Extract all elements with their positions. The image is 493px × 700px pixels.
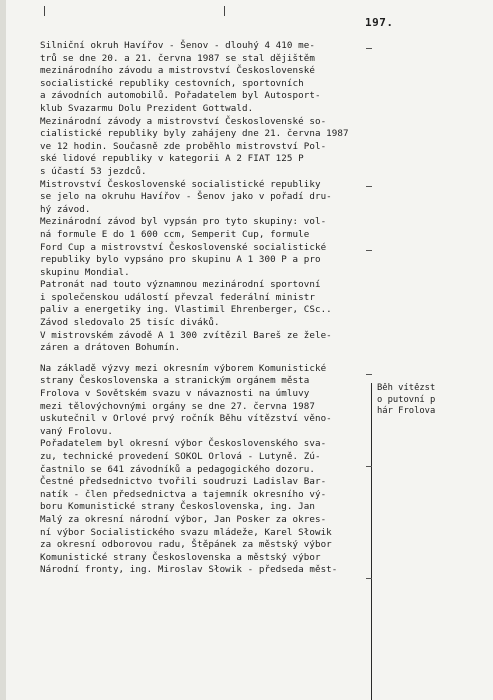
- text-line: natík - člen předsednictva a tajemník okresního vý-: [40, 488, 327, 500]
- margin-tick: [366, 48, 372, 49]
- text-line: Malý za okresní národní výbor, Jan Posker za okres-: [40, 513, 327, 525]
- text-line: socialistické republiky cestovních, sportovních: [40, 77, 304, 89]
- margin-tick: [366, 186, 372, 187]
- text-line: paliv a energetiky ing. Vlastimil Ehrenberger, CSc..: [40, 304, 332, 316]
- text-line: vaný Frolovu.: [40, 425, 113, 437]
- margin-tick: [366, 578, 372, 579]
- text-line: s účastí 53 jezdců.: [40, 165, 147, 177]
- margin-note-line: hár Frolova: [377, 406, 436, 416]
- text-line: strany Československa a stranickým orgánem města: [40, 375, 310, 387]
- text-line: hý závod.: [40, 203, 91, 215]
- text-line: ské lidové republiky v kategorii A 2 FIAT 125 P: [40, 153, 304, 165]
- text-line: Mezinárodní závody a mistrovství Československé so-: [40, 115, 327, 127]
- text-line: uskutečnil v Orlové prvý ročník Běhu vítězství věno-: [40, 413, 332, 425]
- margin-note: [371, 383, 493, 418]
- text-line: klub Svazarmu Dolu Prezident Gottwald.: [40, 102, 254, 114]
- text-line: a závodních automobilů. Pořadatelem byl Autosport-: [40, 90, 321, 102]
- scan-edge: [0, 0, 6, 700]
- text-line: mezi tělovýchovnými orgány se dne 27. června 1987: [40, 400, 315, 412]
- text-line: Komunistické strany Československa a městský výbor: [40, 551, 321, 563]
- text-line: Silniční okruh Havířov - Šenov - dlouhý 4 410 me-: [40, 40, 315, 51]
- text-line: ná formule E do 1 600 ccm, Semperit Cup, formule: [40, 228, 310, 240]
- text-line: se jelo na okruhu Havířov - Šenov jako v pořadí dru-: [40, 191, 332, 203]
- text-line: skupinu Mondial.: [40, 266, 130, 278]
- margin-tick: [366, 250, 372, 251]
- text-line: mezinárodního závodu a mistrovství Československé: [40, 65, 315, 77]
- margin-rule: [371, 383, 372, 700]
- text-line: ní výbor Socialistického svazu mládeže, Karel Słowik: [40, 526, 332, 538]
- body-text: [40, 40, 375, 577]
- text-line: Mistrovství Československé socialistické republiky: [40, 178, 321, 190]
- text-line: Frolova v Sovětském svazu v návaznosti na úmluvy: [40, 388, 310, 400]
- text-line: Závod sledovalo 25 tisíc diváků.: [40, 317, 220, 329]
- punch-mark: [44, 6, 45, 16]
- text-line: Pořadatelem byl okresní výbor Československého sva-: [40, 438, 327, 450]
- punch-mark: [224, 6, 225, 16]
- text-line: zu, technické provedení SOKOL Orlová - Lutyně. Zú-: [40, 451, 321, 462]
- text-line: Na základě výzvy mezi okresním výborem Komunistické: [40, 362, 327, 374]
- text-line: Ford Cup a mistrovství Československé socialistické: [40, 241, 327, 253]
- text-line: trů se dne 20. a 21. června 1987 se stal dějištěm: [40, 52, 315, 64]
- margin-note-line: Běh vítězst: [377, 383, 436, 393]
- text-line: za okresní odborovou radu, Štěpánek za městský výbor: [40, 539, 332, 551]
- text-line: ve 12 hodin. Současně zde proběhlo mistrovství Pol-: [40, 140, 327, 152]
- text-line: [40, 355, 375, 363]
- text-line: boru Komunistické strany Československa, ing. Jan: [40, 501, 315, 513]
- text-line: Národní fronty, ing. Miroslav Słowik - předseda měst-: [40, 564, 338, 576]
- page-number: 197.: [365, 16, 394, 29]
- text-line: cialistické republiky byly zahájeny dne 21. června 1987: [40, 128, 349, 140]
- margin-tick: [366, 374, 372, 375]
- text-line: Mezinárodní závod byl vypsán pro tyto skupiny: vol-: [40, 216, 327, 228]
- text-line: častnilo se 641 závodníků a pedagogického dozoru.: [40, 463, 315, 475]
- margin-note-line: o putovní p: [377, 394, 436, 405]
- text-line: Patronát nad touto významnou mezinárodní sportovní: [40, 279, 321, 291]
- text-line: V mistrovském závodě A 1 300 zvítězil Bareš ze žele-: [40, 329, 332, 341]
- margin-tick: [366, 466, 372, 467]
- text-line: Čestné předsednictvo tvořili soudruzi Ladislav Bar-: [40, 476, 327, 488]
- text-line: republiky bylo vypsáno pro skupinu A 1 300 P a pro: [40, 254, 321, 266]
- text-line: i společenskou událostí převzal federální ministr: [40, 291, 315, 303]
- text-line: záren a drátoven Bohumín.: [40, 342, 181, 354]
